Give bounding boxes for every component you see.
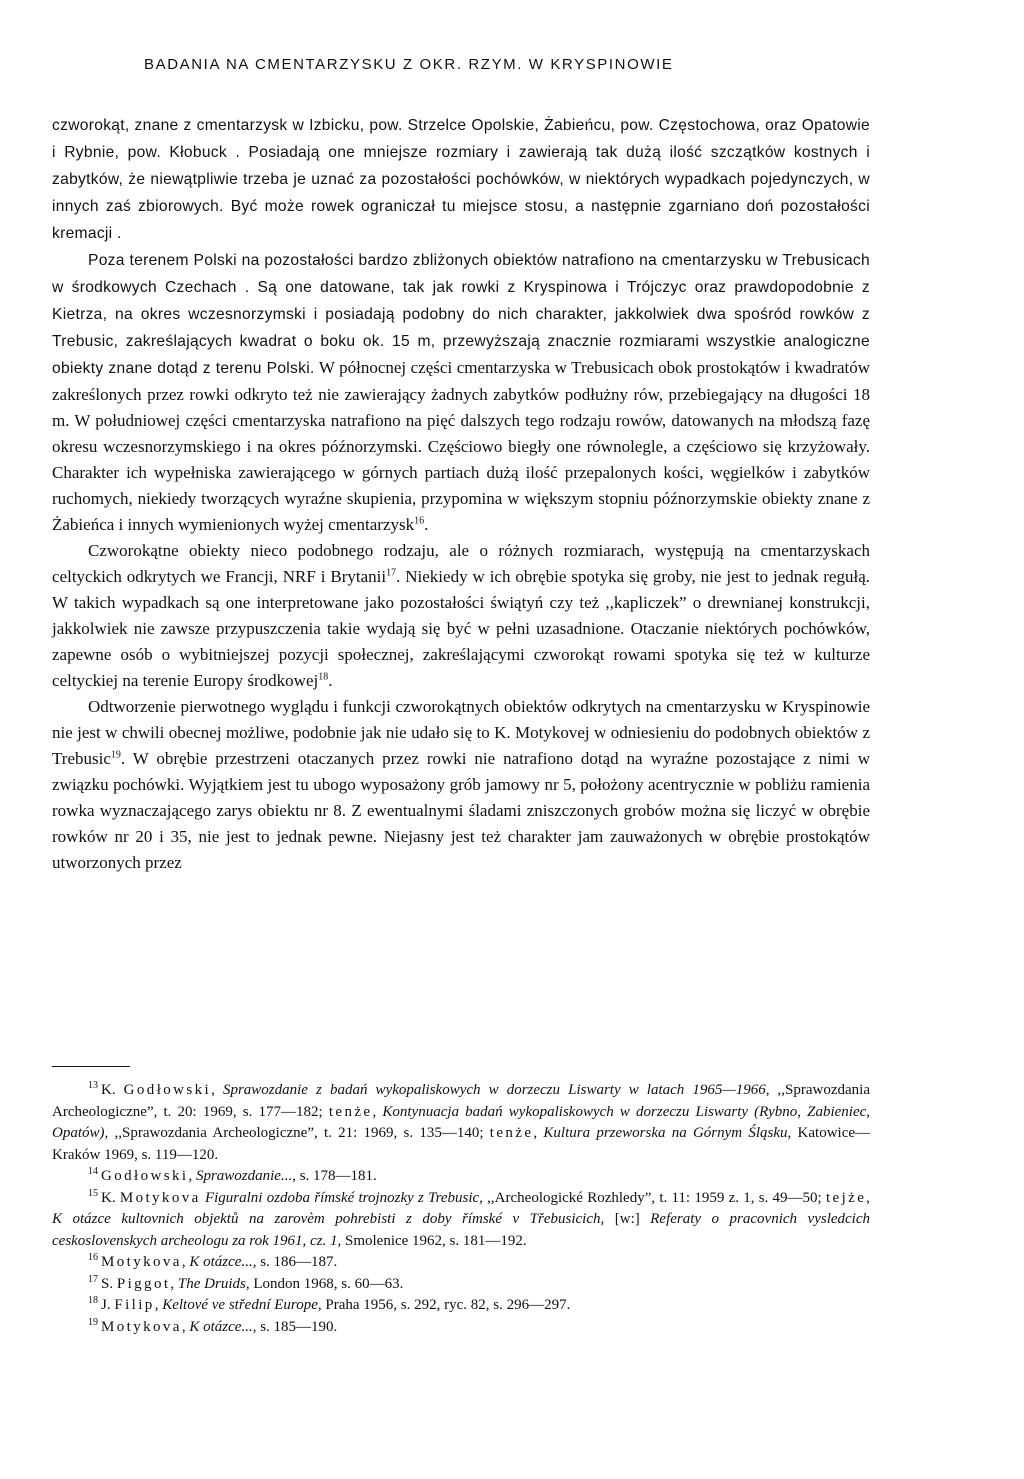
paragraph-1-text: czworokąt, znane z cmentarzysk w Izbicku, pow. Strzelce Opolskie, Żabieńcu, pow. Częstochowa, oraz Opatowie i Rybnie, pow. Kłobuck . Posiadają one mniejsze rozmiary i zawierają tak dużą ilość szczątków kostnych i zabytków, że niewątpliwie trzeba je uznać za pozostałości pochówków, w niektórych wypadkach pojedynczych, w innych zaś zbiorowych. Być może rowek ograniczał tu miejsce stosu, a następnie zgarniano doń pozostałości kremacji . [52,117,870,242]
footnote-text-segment: s. 185—190. [256,1318,338,1335]
footnote-text-segment: K. [101,1082,124,1098]
footnote-text-segment: ,,Sprawozdania Archeologiczne”, t. 21: 1969, s. 135—140; [108,1125,490,1141]
footnote-text-segment: , [181,1254,190,1270]
footnote-17 [52,1274,870,1296]
footnote-text-segment: Kultura przeworska na Górnym Śląsku, [543,1125,792,1141]
paragraph-2 [52,247,870,538]
footnote-text-segment: Keltové ve střední Europe, [162,1297,322,1313]
footnote-number: 19 [88,1316,98,1328]
footnotes [52,1080,870,1338]
footnote-16 [52,1252,870,1274]
footnote-ref-19[interactable]: 19 [110,749,121,761]
footnote-text-segment: Smolenice 1962, s. 181—192. [341,1232,527,1249]
footnote-text-segment: , [533,1125,544,1141]
footnote-text-segment: London 1968, s. 60—63. [249,1275,404,1292]
footnote-15 [52,1188,870,1253]
footnote-text-segment: , [211,1082,223,1098]
footnote-number: 15 [88,1187,98,1199]
footnote-text-segment: Godłowski [123,1082,212,1098]
paragraph-3-end: . [328,671,333,690]
running-head: BADANIA NA CMENTARZYSKU Z OKR. RZYM. W KRYSPINOWIE [144,56,674,73]
footnote-18 [52,1295,870,1317]
footnote-text-segment: Sprawozdanie..., [195,1168,296,1184]
footnote-text-segment: , [188,1168,196,1184]
footnote-text-segment: K otázce..., [189,1318,257,1335]
footnote-text-segment: s. 178—181. [295,1168,377,1184]
paragraph-2-text: W północnej części cmentarzyska w Trebusicach obok prostokątów i kwadratów zakreślonych przez rowki odkryto też nie zawierający żadnych zabytków podłużny rów, przebiegający na długości 18 m. W południowej części cmentarzyska natrafiono na pięć dalszych tego rodzaju rowów, datowanych na młodszą fazę okresu wczesnorzymskiego i na okres późnorzymski. Częściowo biegły one równolegle, a częściowo się krzyżowały. Charakter ich wypełniska zawierającego w górnych partiach dużą ilość przepalonych kości, węgielków i zabytków ruchomych, niekiedy tworzących wyraźne skupienia, przypomina w większym stopniu późnorzymskie obiekty znane z Żabieńca i innych wymienionych wyżej cmentarzysk [52,358,870,534]
main-text [52,112,870,876]
footnote-text-segment: Praha 1956, s. 292, ryc. 82, s. 296—297. [321,1297,571,1313]
footnote-number: 14 [88,1166,98,1177]
footnote-text-segment: , [170,1275,178,1292]
footnote-13 [52,1080,870,1166]
footnote-text-segment: , [154,1297,163,1313]
footnote-text-segment: tejże [825,1189,867,1206]
paragraph-2-end: . [424,515,429,534]
paragraph-3-text-a: Czworokątne obiekty nieco podobnego rodzaju, ale o różnych rozmiarach, występują na cmentarzyskach celtyckich odkrytych we Francji, NRF i Brytanii [52,541,870,586]
footnote-19 [52,1317,870,1339]
footnote-number: 18 [88,1295,98,1306]
footnote-text-segment: Filip [114,1297,155,1313]
footnote-text-segment: , [181,1318,190,1335]
footnote-text-segment: Motykova [101,1318,182,1335]
footnote-ref-16[interactable]: 16 [414,515,425,527]
footnote-number: 16 [88,1252,98,1263]
footnote-text-segment: The Druids, [177,1275,250,1292]
footnote-text-segment: tenże [489,1125,534,1141]
footnote-text-segment: Motykova [101,1254,182,1270]
footnote-text-segment: Motykova [119,1189,201,1206]
footnote-text-segment: s. 186—187. [256,1254,338,1270]
footnote-rule [52,1066,130,1067]
footnote-text-segment: K. [101,1189,120,1206]
footnote-text-segment: K otázce kultovnich objektů na zarovèm pohrebisti z doby římské v Třebusicich, [52,1211,605,1227]
paragraph-4-text-b: . W obrębie przestrzeni otaczanych przez rowki nie natrafiono dotąd na wyraźne pozostające z nimi w związku pochówki. Wyjątkiem jest tu ubogo wyposażony grób jamowy nr 5, położony acentrycznie w pobliżu ramienia rowka wyznaczającego zarys obiektu nr 8. Z ewentualnymi śladami zniszczonych grobów można się liczyć w obrębie rowków nr 20 i 35, nie jest to jednak pewne. Niejasny jest też charakter jam zauważonych w obrębie prostokątów utworzonych przez [52,749,870,872]
footnote-ref-18[interactable]: 18 [318,671,329,683]
footnote-number: 17 [88,1273,98,1285]
footnote-text-segment: Sprawozdanie z badań wykopaliskowych w dorzeczu Liswarty w latach 1965—1966, [222,1082,770,1098]
footnote-text-segment: Godłowski [101,1168,189,1184]
footnote-text-segment: ,,Sprawozdania Archeologiczne”, t. 20: 1969, s. 177—182; [52,1082,871,1120]
paragraph-3 [52,538,870,694]
footnote-text-segment: J. [101,1297,115,1313]
footnote-text-segment: , [866,1189,870,1206]
paragraph-3-text-b: . Niekiedy w ich obrębie spotyka się groby, nie jest to jednak regułą. W takich wypadkach są one interpretowane jako pozostałości świątyń czy też ,,kapliczek” o drewnianej konstrukcji, jakkolwiek nie zawsze przypuszczenia takie wydają się być w pełni uzasadnione. Otaczanie niektórych pochówków, zapewne osób o wybitniejszej pozycji społecznej, zakreślającymi czworokąt rowami spotyka się też w kulturze celtyckiej na terenie Europy środkowej [52,567,870,690]
paragraph-4-text-a: Odtworzenie pierwotnego wyglądu i funkcji czworokątnych obiektów odkrytych na cmentarzysku w Kryspinowie nie jest w chwili obecnej możliwe, podobnie jak nie udało się to K. Motykovej w odniesieniu do podobnych obiektów z Trebusic [52,697,870,768]
footnote-text-segment: , [372,1103,383,1120]
paragraph-1 [52,112,870,247]
footnote-number: 13 [88,1080,98,1091]
footnote-text-segment: Katowice—Kraków 1969, s. 119—120. [52,1125,871,1163]
footnote-text-segment: [w:] [604,1211,651,1227]
footnote-text-segment: K otázce..., [189,1254,257,1270]
footnote-text-segment: S. [101,1275,117,1292]
footnote-ref-17[interactable]: 17 [386,567,397,579]
footnote-14 [52,1166,870,1188]
footnote-text-segment: Kontynuacja badań wykopaliskowych w dorzeczu Liswarty (Rybno, Zabieniec, Opatów), [52,1103,871,1141]
footnote-text-segment: Piggot [116,1275,171,1292]
footnote-text-segment: Figuralni ozdoba římské trojnozky z Trebusic, [204,1189,483,1206]
footnote-text-segment: ,,Archeologické Rozhledy”, t. 11: 1959 z. 1, s. 49—50; [482,1189,826,1206]
footnote-text-segment: Referaty o pracovnich vysledcich ceskoslovenskych archeologu za rok 1961, cz. 1, [52,1211,871,1249]
footnote-text-segment: tenże [328,1103,373,1120]
paragraph-2-sans-text: Poza terenem Polski na pozostałości bardzo zbliżonych obiektów natrafiono na cmentarzysku w Trebusicach w środkowych Czechach . Są one datowane, tak jak rowki z Kryspinowa i Trójczyc oraz prawdopodobnie z Kietrza, na okres wczesnorzymski i posiadają podobny do nich charakter, jakkolwiek dwa spośród rowków z Trebusic, zakreślających kwadrat o boku ok. 15 m, przewyższają znacznie rozmiarami wszystkie analogiczne obiekty znane dotąd z terenu Polski. [52,252,870,377]
paragraph-4 [52,694,870,876]
